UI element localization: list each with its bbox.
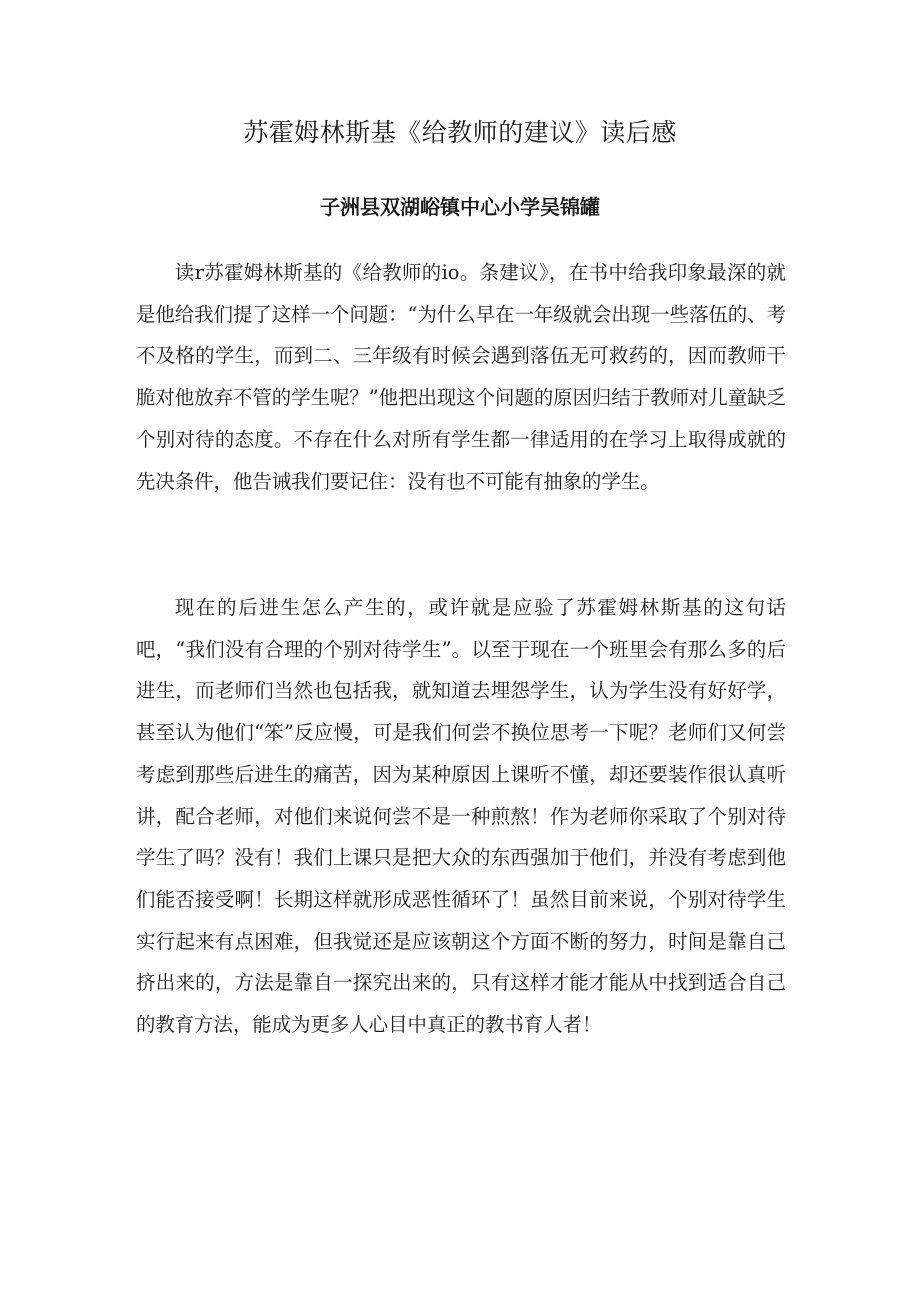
paragraph-1: 读r苏霍姆林斯基的《给教师的io。条建议》，在书中给我印象最深的就是他给我们提了这样一个问题：“为什么早在一年级就会出现一些落伍的、考不及格的学生，而到二、三年级有时候会遇到落伍无可救药的，因而教师干脆对他放弃不管的学生呢？”他把出现这个问题的原因归结于教师对儿童缺乏个别对待的态度。不存在什么对所有学生都一律适用的在学习上取得成就的先决条件，他告诫我们要记住：没有也不可能有抽象的学生。 xyxy=(136,261,786,493)
document-title: 苏霍姆林斯基《给教师的建议》读后感 xyxy=(243,118,677,147)
paragraph-2: 现在的后进生怎么产生的，或许就是应验了苏霍姆林斯基的这句话吧，“我们没有合理的个别对待学生”。以至于现在一个班里会有那么多的后进生，而老师们当然也包括我，就知道去埋怨学生，认为学生没有好好学，甚至认为他们“笨”反应慢，可是我们何尝不换位思考一下呢？老师们又何尝考虑到那些后进生的痛苦，因为某种原因上课听不懂，却还要装作很认真听讲，配合老师，对他们来说何尝不是一种煎熬！作为老师你采取了个别对待学生了吗？没有！我们上课只是把大众的东西强加于他们，并没有考虑到他们能否接受啊！长期这样就形成恶性循环了！虽然目前来说，个别对待学生实行起来有点困难，但我觉还是应该朝这个方面不断的努力，时间是靠自己挤出来的，方法是靠自一探究出来的，只有这样才能才能从中找到适合自己的教育方法，能成为更多人心目中真正的教书育人者！ xyxy=(136,596,786,1037)
document-author: 子洲县双湖峪镇中心小学吴锦罐 xyxy=(320,195,600,219)
